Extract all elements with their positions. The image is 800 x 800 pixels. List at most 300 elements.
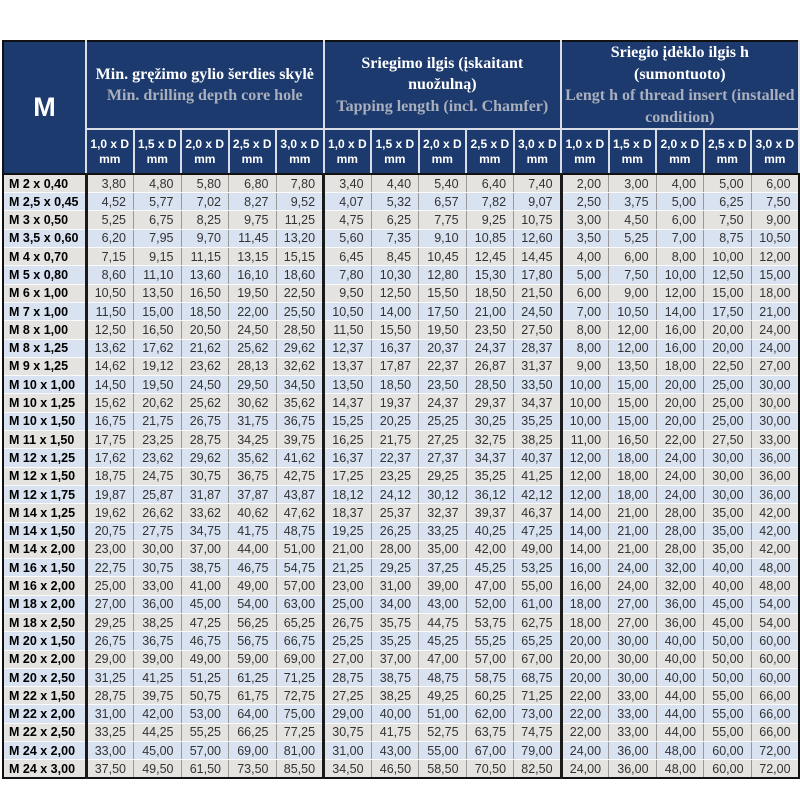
value-cell: 20,37 bbox=[419, 339, 467, 357]
value-cell: 7,50 bbox=[609, 266, 657, 284]
value-cell: 5,25 bbox=[86, 211, 134, 229]
value-cell: 7,15 bbox=[86, 248, 134, 266]
value-cell: 48,00 bbox=[751, 559, 799, 577]
value-cell: 33,50 bbox=[514, 376, 562, 394]
value-cell: 19,12 bbox=[134, 357, 182, 375]
column-header-25xD-s2: 2,5 x D mm bbox=[704, 129, 752, 174]
value-cell: 24,00 bbox=[561, 760, 609, 778]
value-cell: 8,25 bbox=[181, 211, 229, 229]
value-cell: 9,70 bbox=[181, 229, 229, 247]
value-cell: 22,37 bbox=[371, 449, 419, 467]
thread-size-label: M 18 x 2,50 bbox=[3, 614, 86, 632]
value-cell: 36,00 bbox=[751, 485, 799, 503]
value-cell: 25,00 bbox=[704, 412, 752, 430]
value-cell: 6,00 bbox=[751, 174, 799, 192]
value-cell: 19,25 bbox=[324, 522, 372, 540]
value-cell: 32,37 bbox=[419, 504, 467, 522]
value-cell: 34,50 bbox=[276, 376, 324, 394]
thread-size-label: M 14 x 1,50 bbox=[3, 522, 86, 540]
value-cell: 33,00 bbox=[134, 577, 182, 595]
thread-size-label: M 10 x 1,50 bbox=[3, 412, 86, 430]
value-cell: 26,75 bbox=[324, 614, 372, 632]
table-row bbox=[3, 174, 799, 192]
table-row bbox=[3, 449, 799, 467]
thread-size-label: M 18 x 2,00 bbox=[3, 595, 86, 613]
value-cell: 28,75 bbox=[181, 431, 229, 449]
value-cell: 7,50 bbox=[751, 193, 799, 211]
value-cell: 71,25 bbox=[276, 668, 324, 686]
value-cell: 10,85 bbox=[466, 229, 514, 247]
value-cell: 70,50 bbox=[466, 760, 514, 778]
value-cell: 25,87 bbox=[134, 485, 182, 503]
value-cell: 79,00 bbox=[514, 742, 562, 760]
value-cell: 6,00 bbox=[561, 284, 609, 302]
value-cell: 13,60 bbox=[181, 266, 229, 284]
value-cell: 35,75 bbox=[371, 614, 419, 632]
value-cell: 15,00 bbox=[609, 394, 657, 412]
value-cell: 18,12 bbox=[324, 485, 372, 503]
value-cell: 3,80 bbox=[86, 174, 134, 192]
value-cell: 27,75 bbox=[134, 522, 182, 540]
value-cell: 30,25 bbox=[466, 412, 514, 430]
value-cell: 62,00 bbox=[466, 705, 514, 723]
thread-size-label: M 3,5 x 0,60 bbox=[3, 229, 86, 247]
section-title-lt: Min. gręžimo gylio šerdies skylė bbox=[95, 65, 314, 83]
section-header-drilling bbox=[86, 41, 324, 129]
value-cell: 5,25 bbox=[609, 229, 657, 247]
value-cell: 31,00 bbox=[86, 705, 134, 723]
value-cell: 16,25 bbox=[324, 431, 372, 449]
value-cell: 24,00 bbox=[656, 467, 704, 485]
value-cell: 8,00 bbox=[656, 248, 704, 266]
value-cell: 49,00 bbox=[181, 650, 229, 668]
value-cell: 23,50 bbox=[419, 376, 467, 394]
column-header-15xD-s2: 1,5 x D mm bbox=[609, 129, 657, 174]
value-cell: 12,80 bbox=[419, 266, 467, 284]
value-cell: 62,75 bbox=[514, 614, 562, 632]
value-cell: 15,50 bbox=[371, 321, 419, 339]
value-cell: 12,50 bbox=[86, 321, 134, 339]
value-cell: 28,00 bbox=[656, 540, 704, 558]
value-cell: 18,00 bbox=[561, 614, 609, 632]
value-cell: 18,00 bbox=[561, 595, 609, 613]
value-cell: 28,50 bbox=[276, 321, 324, 339]
value-cell: 35,25 bbox=[514, 412, 562, 430]
value-cell: 9,10 bbox=[419, 229, 467, 247]
value-cell: 55,00 bbox=[704, 723, 752, 741]
value-cell: 41,00 bbox=[181, 577, 229, 595]
value-cell: 24,00 bbox=[656, 485, 704, 503]
value-cell: 60,00 bbox=[704, 760, 752, 778]
value-cell: 18,75 bbox=[86, 467, 134, 485]
value-cell: 7,00 bbox=[561, 302, 609, 320]
table-row bbox=[3, 193, 799, 211]
column-header-15xD-s1: 1,5 x D mm bbox=[371, 129, 419, 174]
value-cell: 60,00 bbox=[751, 668, 799, 686]
value-cell: 44,00 bbox=[656, 705, 704, 723]
value-cell: 29,00 bbox=[324, 705, 372, 723]
value-cell: 60,00 bbox=[704, 742, 752, 760]
value-cell: 46,75 bbox=[181, 632, 229, 650]
value-cell: 47,00 bbox=[466, 577, 514, 595]
value-cell: 15,00 bbox=[751, 266, 799, 284]
value-cell: 27,00 bbox=[324, 650, 372, 668]
value-cell: 19,50 bbox=[134, 376, 182, 394]
value-cell: 25,00 bbox=[704, 376, 752, 394]
value-cell: 38,25 bbox=[134, 614, 182, 632]
value-cell: 58,50 bbox=[419, 760, 467, 778]
table-row bbox=[3, 522, 799, 540]
value-cell: 7,80 bbox=[324, 266, 372, 284]
value-cell: 21,75 bbox=[134, 412, 182, 430]
section-title-lt: Sriegimo ilgis (įskaitant nuožulną) bbox=[361, 54, 524, 94]
column-header-30xD-s1: 3,0 x D mm bbox=[514, 129, 562, 174]
value-cell: 24,50 bbox=[514, 302, 562, 320]
value-cell: 21,00 bbox=[751, 302, 799, 320]
value-cell: 17,50 bbox=[419, 302, 467, 320]
value-cell: 20,00 bbox=[561, 668, 609, 686]
value-cell: 16,37 bbox=[324, 449, 372, 467]
table-row bbox=[3, 284, 799, 302]
table-row bbox=[3, 687, 799, 705]
value-cell: 38,25 bbox=[514, 431, 562, 449]
value-cell: 10,00 bbox=[561, 376, 609, 394]
value-cell: 39,75 bbox=[134, 687, 182, 705]
value-cell: 9,00 bbox=[751, 211, 799, 229]
value-cell: 46,50 bbox=[371, 760, 419, 778]
table-row bbox=[3, 357, 799, 375]
value-cell: 74,75 bbox=[514, 723, 562, 741]
value-cell: 59,00 bbox=[229, 650, 277, 668]
value-cell: 66,00 bbox=[751, 723, 799, 741]
table-row bbox=[3, 540, 799, 558]
value-cell: 21,75 bbox=[371, 431, 419, 449]
value-cell: 14,62 bbox=[86, 357, 134, 375]
value-cell: 45,25 bbox=[466, 559, 514, 577]
value-cell: 12,00 bbox=[656, 284, 704, 302]
value-cell: 43,00 bbox=[371, 742, 419, 760]
value-cell: 36,00 bbox=[656, 595, 704, 613]
value-cell: 6,57 bbox=[419, 193, 467, 211]
value-cell: 41,62 bbox=[276, 449, 324, 467]
value-cell: 13,37 bbox=[324, 357, 372, 375]
value-cell: 50,00 bbox=[704, 632, 752, 650]
value-cell: 5,00 bbox=[561, 266, 609, 284]
value-cell: 14,00 bbox=[371, 302, 419, 320]
value-cell: 30,00 bbox=[609, 668, 657, 686]
value-cell: 12,50 bbox=[704, 266, 752, 284]
value-cell: 73,50 bbox=[229, 760, 277, 778]
value-cell: 28,50 bbox=[466, 376, 514, 394]
value-cell: 71,25 bbox=[514, 687, 562, 705]
value-cell: 40,37 bbox=[514, 449, 562, 467]
value-cell: 36,00 bbox=[134, 595, 182, 613]
value-cell: 24,50 bbox=[181, 376, 229, 394]
value-cell: 37,87 bbox=[229, 485, 277, 503]
value-cell: 58,75 bbox=[466, 668, 514, 686]
value-cell: 24,00 bbox=[751, 321, 799, 339]
value-cell: 19,50 bbox=[229, 284, 277, 302]
value-cell: 33,25 bbox=[86, 723, 134, 741]
thread-size-label: M 12 x 1,75 bbox=[3, 485, 86, 503]
value-cell: 55,00 bbox=[514, 577, 562, 595]
value-cell: 40,00 bbox=[656, 650, 704, 668]
value-cell: 55,00 bbox=[704, 705, 752, 723]
value-cell: 30,00 bbox=[751, 412, 799, 430]
m-column-header: M bbox=[3, 41, 86, 174]
thread-size-label: M 8 x 1,00 bbox=[3, 321, 86, 339]
value-cell: 22,00 bbox=[656, 431, 704, 449]
value-cell: 28,75 bbox=[324, 668, 372, 686]
value-cell: 18,50 bbox=[371, 376, 419, 394]
value-cell: 6,45 bbox=[324, 248, 372, 266]
value-cell: 10,50 bbox=[86, 284, 134, 302]
thread-size-label: M 11 x 1,50 bbox=[3, 431, 86, 449]
value-cell: 33,00 bbox=[609, 687, 657, 705]
thread-size-label: M 24 x 3,00 bbox=[3, 760, 86, 778]
value-cell: 14,37 bbox=[324, 394, 372, 412]
value-cell: 7,82 bbox=[466, 193, 514, 211]
value-cell: 40,00 bbox=[704, 577, 752, 595]
value-cell: 68,75 bbox=[514, 668, 562, 686]
value-cell: 28,13 bbox=[229, 357, 277, 375]
value-cell: 4,00 bbox=[561, 248, 609, 266]
table-row bbox=[3, 302, 799, 320]
value-cell: 37,00 bbox=[371, 650, 419, 668]
value-cell: 12,00 bbox=[561, 485, 609, 503]
value-cell: 52,75 bbox=[419, 723, 467, 741]
thread-size-label: M 2,5 x 0,45 bbox=[3, 193, 86, 211]
column-header-10xD-s0: 1,0 x D mm bbox=[86, 129, 134, 174]
value-cell: 72,00 bbox=[751, 760, 799, 778]
column-header-20xD-s1: 2,0 x D mm bbox=[419, 129, 467, 174]
value-cell: 18,00 bbox=[751, 284, 799, 302]
value-cell: 40,62 bbox=[229, 504, 277, 522]
value-cell: 23,00 bbox=[324, 577, 372, 595]
value-cell: 17,80 bbox=[514, 266, 562, 284]
value-cell: 7,40 bbox=[514, 174, 562, 192]
value-cell: 50,00 bbox=[704, 650, 752, 668]
value-cell: 31,25 bbox=[86, 668, 134, 686]
table-row bbox=[3, 376, 799, 394]
value-cell: 9,50 bbox=[324, 284, 372, 302]
value-cell: 25,62 bbox=[229, 339, 277, 357]
value-cell: 19,50 bbox=[419, 321, 467, 339]
table-row bbox=[3, 504, 799, 522]
value-cell: 46,37 bbox=[514, 504, 562, 522]
thread-size-label: M 2 x 0,40 bbox=[3, 174, 86, 192]
value-cell: 42,75 bbox=[276, 467, 324, 485]
value-cell: 6,00 bbox=[656, 211, 704, 229]
table-row bbox=[3, 412, 799, 430]
value-cell: 54,00 bbox=[229, 595, 277, 613]
value-cell: 27,00 bbox=[609, 614, 657, 632]
value-cell: 64,00 bbox=[229, 705, 277, 723]
value-cell: 31,00 bbox=[324, 742, 372, 760]
thread-size-label: M 16 x 2,00 bbox=[3, 577, 86, 595]
value-cell: 51,00 bbox=[419, 705, 467, 723]
value-cell: 69,00 bbox=[276, 650, 324, 668]
value-cell: 14,45 bbox=[514, 248, 562, 266]
value-cell: 7,00 bbox=[656, 229, 704, 247]
table-row bbox=[3, 394, 799, 412]
value-cell: 9,75 bbox=[229, 211, 277, 229]
value-cell: 21,00 bbox=[324, 540, 372, 558]
value-cell: 16,00 bbox=[561, 577, 609, 595]
value-cell: 17,50 bbox=[704, 302, 752, 320]
value-cell: 3,75 bbox=[609, 193, 657, 211]
thread-size-label: M 4 x 0,70 bbox=[3, 248, 86, 266]
value-cell: 20,00 bbox=[656, 412, 704, 430]
value-cell: 38,75 bbox=[371, 668, 419, 686]
value-cell: 21,00 bbox=[609, 504, 657, 522]
value-cell: 42,00 bbox=[134, 705, 182, 723]
value-cell: 56,75 bbox=[229, 632, 277, 650]
table-row bbox=[3, 229, 799, 247]
value-cell: 66,00 bbox=[751, 705, 799, 723]
value-cell: 7,02 bbox=[181, 193, 229, 211]
value-cell: 9,00 bbox=[561, 357, 609, 375]
value-cell: 16,00 bbox=[561, 559, 609, 577]
value-cell: 54,75 bbox=[276, 559, 324, 577]
value-cell: 25,00 bbox=[324, 595, 372, 613]
value-cell: 55,25 bbox=[181, 723, 229, 741]
column-header-10xD-s1: 1,0 x D mm bbox=[324, 129, 372, 174]
value-cell: 31,37 bbox=[514, 357, 562, 375]
value-cell: 25,25 bbox=[419, 412, 467, 430]
value-cell: 10,30 bbox=[371, 266, 419, 284]
value-cell: 13,15 bbox=[229, 248, 277, 266]
value-cell: 16,50 bbox=[609, 431, 657, 449]
table-row bbox=[3, 339, 799, 357]
value-cell: 4,50 bbox=[609, 211, 657, 229]
value-cell: 11,50 bbox=[324, 321, 372, 339]
value-cell: 42,12 bbox=[514, 485, 562, 503]
thread-size-label: M 20 x 2,00 bbox=[3, 650, 86, 668]
value-cell: 26,25 bbox=[371, 522, 419, 540]
table-row bbox=[3, 595, 799, 613]
value-cell: 26,62 bbox=[134, 504, 182, 522]
value-cell: 3,50 bbox=[561, 229, 609, 247]
value-cell: 31,87 bbox=[181, 485, 229, 503]
table-row bbox=[3, 577, 799, 595]
thread-size-label: M 22 x 2,50 bbox=[3, 723, 86, 741]
value-cell: 49,00 bbox=[229, 577, 277, 595]
value-cell: 8,00 bbox=[561, 339, 609, 357]
value-cell: 22,00 bbox=[561, 687, 609, 705]
value-cell: 15,00 bbox=[134, 302, 182, 320]
value-cell: 34,25 bbox=[229, 431, 277, 449]
value-cell: 36,75 bbox=[276, 412, 324, 430]
value-cell: 22,50 bbox=[276, 284, 324, 302]
value-cell: 22,00 bbox=[561, 723, 609, 741]
table-row bbox=[3, 632, 799, 650]
value-cell: 27,00 bbox=[86, 595, 134, 613]
value-cell: 22,00 bbox=[561, 705, 609, 723]
value-cell: 29,25 bbox=[419, 467, 467, 485]
section-title-en: Min. drilling depth core hole bbox=[106, 87, 303, 105]
value-cell: 27,25 bbox=[324, 687, 372, 705]
value-cell: 30,00 bbox=[704, 449, 752, 467]
value-cell: 13,50 bbox=[609, 357, 657, 375]
value-cell: 40,00 bbox=[371, 705, 419, 723]
value-cell: 57,00 bbox=[276, 577, 324, 595]
value-cell: 35,00 bbox=[419, 540, 467, 558]
value-cell: 35,00 bbox=[704, 504, 752, 522]
value-cell: 54,00 bbox=[751, 614, 799, 632]
value-cell: 36,00 bbox=[609, 760, 657, 778]
table-row bbox=[3, 431, 799, 449]
value-cell: 24,00 bbox=[561, 742, 609, 760]
value-cell: 18,37 bbox=[324, 504, 372, 522]
value-cell: 69,00 bbox=[229, 742, 277, 760]
value-cell: 5,00 bbox=[704, 174, 752, 192]
value-cell: 17,62 bbox=[134, 339, 182, 357]
value-cell: 47,62 bbox=[276, 504, 324, 522]
value-cell: 17,75 bbox=[86, 431, 134, 449]
value-cell: 25,50 bbox=[276, 302, 324, 320]
value-cell: 16,75 bbox=[86, 412, 134, 430]
section-title-en: Tapping length (incl. Chamfer) bbox=[336, 97, 549, 115]
value-cell: 27,37 bbox=[419, 449, 467, 467]
value-cell: 10,00 bbox=[704, 248, 752, 266]
value-cell: 18,00 bbox=[609, 449, 657, 467]
value-cell: 20,00 bbox=[704, 321, 752, 339]
thread-size-label: M 22 x 1,50 bbox=[3, 687, 86, 705]
value-cell: 55,00 bbox=[419, 742, 467, 760]
thread-size-label: M 20 x 1,50 bbox=[3, 632, 86, 650]
value-cell: 66,00 bbox=[751, 687, 799, 705]
value-cell: 30,00 bbox=[751, 394, 799, 412]
value-cell: 30,75 bbox=[324, 723, 372, 741]
value-cell: 23,25 bbox=[371, 467, 419, 485]
value-cell: 27,00 bbox=[751, 357, 799, 375]
column-header-25xD-s0: 2,5 x D mm bbox=[229, 129, 277, 174]
table-body bbox=[3, 174, 799, 778]
value-cell: 25,25 bbox=[324, 632, 372, 650]
value-cell: 11,15 bbox=[181, 248, 229, 266]
value-cell: 12,00 bbox=[609, 339, 657, 357]
value-cell: 8,60 bbox=[86, 266, 134, 284]
value-cell: 20,00 bbox=[704, 339, 752, 357]
value-cell: 23,00 bbox=[86, 540, 134, 558]
value-cell: 25,00 bbox=[86, 577, 134, 595]
value-cell: 19,37 bbox=[371, 394, 419, 412]
value-cell: 21,25 bbox=[324, 559, 372, 577]
value-cell: 48,75 bbox=[276, 522, 324, 540]
value-cell: 28,00 bbox=[656, 504, 704, 522]
value-cell: 6,40 bbox=[466, 174, 514, 192]
value-cell: 30,12 bbox=[419, 485, 467, 503]
value-cell: 19,62 bbox=[86, 504, 134, 522]
value-cell: 25,62 bbox=[181, 394, 229, 412]
section-title-lt: Sriegio įdėklo ilgis h (sumontuoto) bbox=[610, 44, 749, 83]
value-cell: 12,45 bbox=[466, 248, 514, 266]
value-cell: 32,62 bbox=[276, 357, 324, 375]
value-cell: 66,75 bbox=[276, 632, 324, 650]
table-row bbox=[3, 321, 799, 339]
table-row bbox=[3, 760, 799, 778]
value-cell: 5,40 bbox=[419, 174, 467, 192]
value-cell: 28,37 bbox=[514, 339, 562, 357]
value-cell: 17,62 bbox=[86, 449, 134, 467]
value-cell: 27,25 bbox=[419, 431, 467, 449]
value-cell: 21,00 bbox=[609, 540, 657, 558]
value-cell: 27,50 bbox=[514, 321, 562, 339]
value-cell: 35,62 bbox=[276, 394, 324, 412]
value-cell: 7,95 bbox=[134, 229, 182, 247]
value-cell: 30,62 bbox=[229, 394, 277, 412]
